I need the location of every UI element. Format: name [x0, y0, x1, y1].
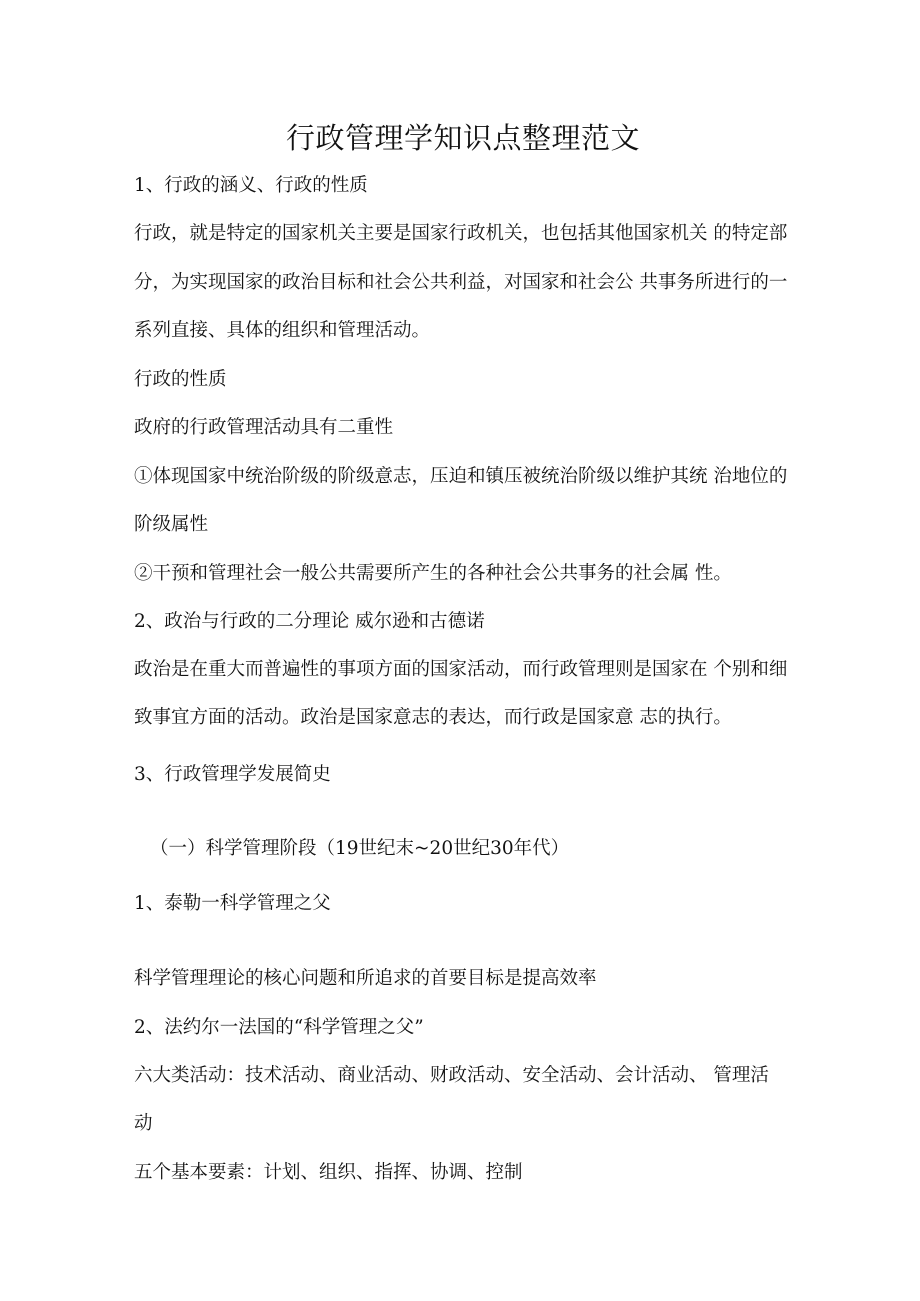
paragraph-line: 阶级属性	[134, 514, 209, 535]
section-heading: 2、政治与行政的二分理论 威尔逊和古德诺	[134, 611, 485, 632]
paragraph-line: 政府的行政管理活动具有二重性	[134, 417, 394, 438]
paragraph-line: 五个基本要素：计划、组织、指挥、协调、控制	[134, 1162, 523, 1183]
subheading: 行政的性质	[134, 369, 227, 390]
paragraph-line: 政治是在重大而普遍性的事项方面的国家活动，而行政管理则是国家在 个别和细	[134, 659, 788, 680]
paragraph-line: 分，为实现国家的政治目标和社会公共利益，对国家和社会公 共事务所进行的一	[134, 272, 788, 293]
paragraph-line: 科学管理理论的核心问题和所追求的首要目标是提高效率	[134, 968, 597, 989]
section-heading: 1、行政的涵义、行政的性质	[134, 175, 368, 196]
paragraph-line: 系列直接、具体的组织和管理活动。	[134, 320, 431, 341]
list-item: ①体现国家中统治阶级的阶级意志，压迫和镇压被统治阶级以维护其统 治地位的	[134, 466, 788, 487]
paragraph-line: 动	[134, 1113, 153, 1134]
paragraph-line: 致事宜方面的活动。政治是国家意志的表达，而行政是国家意 志的执行。	[134, 707, 732, 728]
list-item: ②干预和管理社会一般公共需要所产生的各种社会公共事务的社会属 性。	[134, 563, 732, 584]
section-heading: 3、行政管理学发展简史	[134, 764, 331, 785]
document-title: 行政管理学知识点整理范文	[285, 121, 640, 155]
paragraph-line: 六大类活动：技术活动、商业活动、财政活动、安全活动、会计活动、 管理活	[134, 1065, 769, 1086]
paragraph-line: 行政，就是特定的国家机关主要是国家行政机关，也包括其他国家机关 的特定部	[134, 223, 788, 244]
stage-heading: （一）科学管理阶段（19世纪末~20世纪30年代）	[150, 838, 570, 859]
subheading: 2、法约尔一法国的“科学管理之父”	[134, 1017, 424, 1038]
subheading: 1、泰勒一科学管理之父	[134, 893, 331, 914]
